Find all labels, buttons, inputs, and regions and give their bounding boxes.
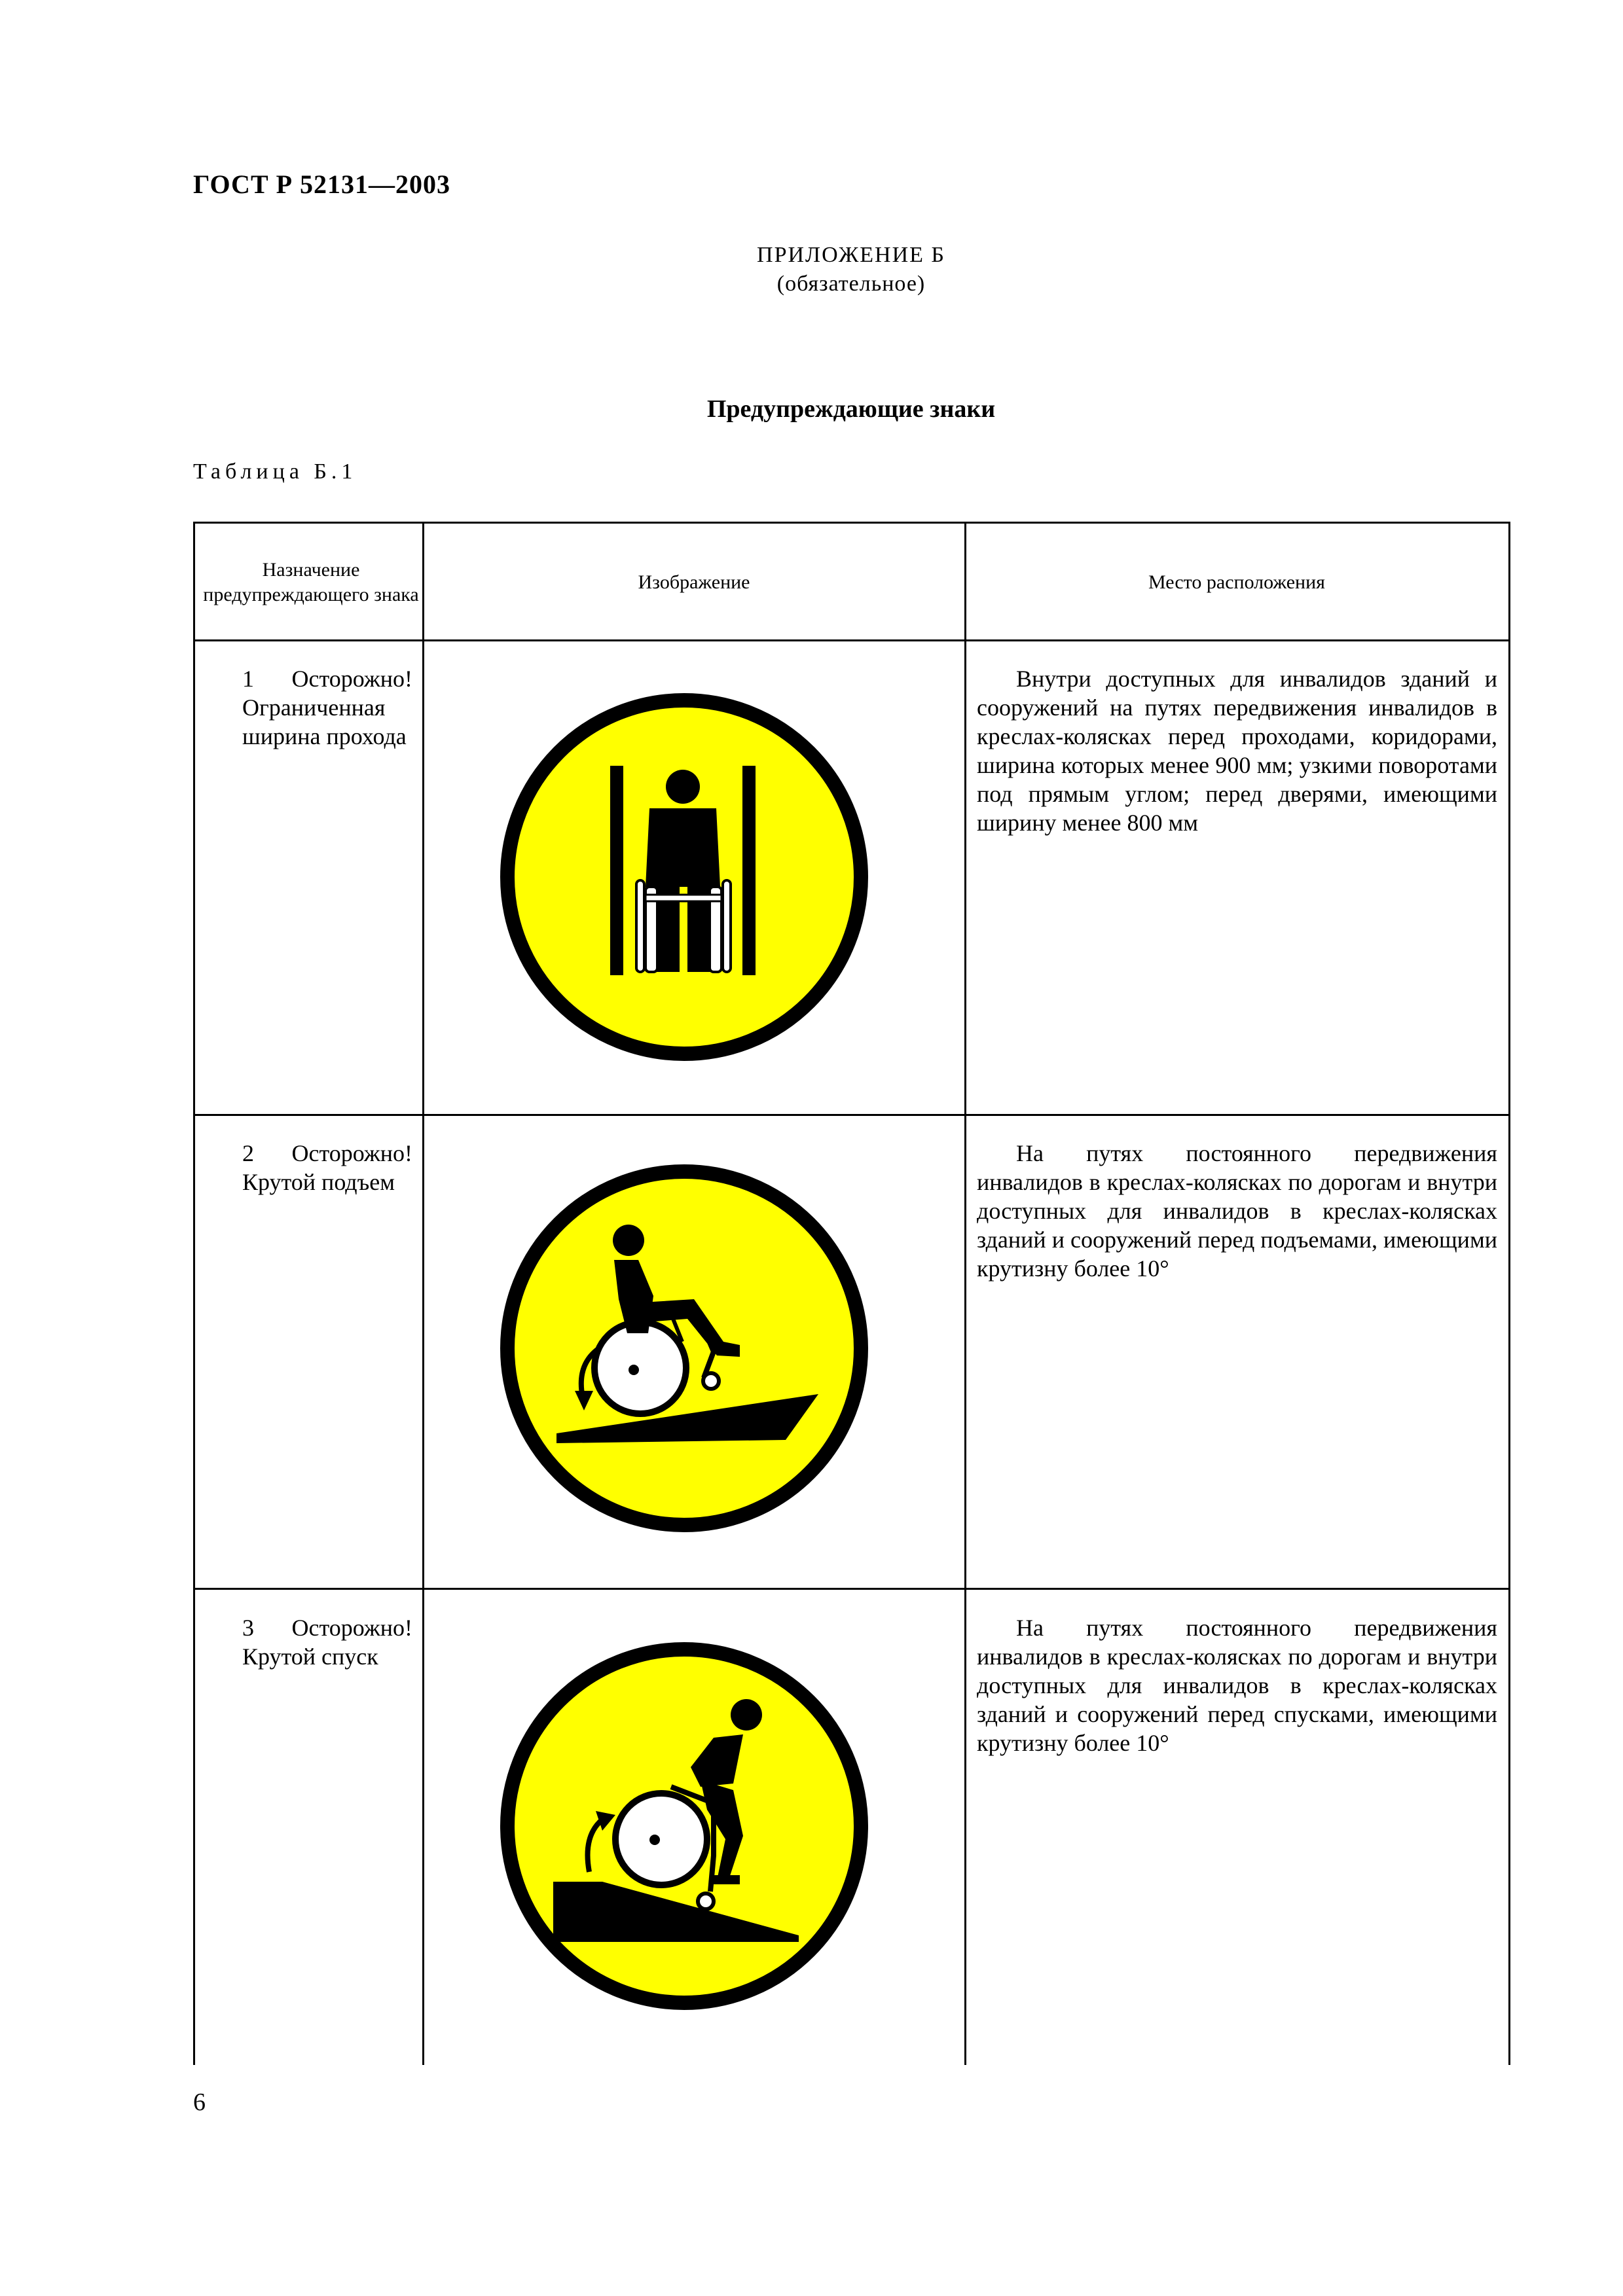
sign-purpose: 1 Осторожно! Ограниченная ширина прохода <box>242 666 412 749</box>
steep-descent-icon <box>498 1640 871 2013</box>
narrow-passage-icon <box>498 691 871 1064</box>
steep-ascent-icon <box>498 1162 871 1535</box>
section-title: Предупреждающие знаки <box>706 395 996 423</box>
sign-location: Внутри доступных для инвалидов зданий и сооружений на путях передвижения инвалидов в креслах-колясках перед проходами, коридорами, ширина которых менее 900 мм; узкими поворотами под прямым углом; перед дверями, имеющими ширину менее 800 мм <box>977 666 1497 836</box>
table-top-border <box>193 522 1510 524</box>
table-left-border <box>193 522 195 2065</box>
sign-location: На путях постоянного передвижения инвалидов в креслах-колясках по дорогам и внутри доступных для инвалидов в креслах-колясках зданий и сооружений перед подъемами, имеющими крутизну более 10° <box>977 1140 1497 1282</box>
table-header-separator <box>193 639 1510 641</box>
table-right-border <box>1508 522 1510 2065</box>
sign-purpose: 3 Осторожно! Крутой спуск <box>242 1615 412 1670</box>
table-caption: Таблица Б.1 <box>193 459 357 484</box>
appendix-status: (обязательное) <box>776 272 926 296</box>
sign-purpose: 2 Осторожно! Крутой подъем <box>242 1140 412 1195</box>
column-header-location: Место расположения <box>1148 571 1325 593</box>
table-row-separator <box>193 1114 1510 1116</box>
page-number: 6 <box>193 2089 206 2116</box>
document-header-code: ГОСТ Р 52131—2003 <box>193 170 451 199</box>
table-row-separator <box>193 1588 1510 1590</box>
column-header-purpose: Назначение предупреждающего знака <box>203 559 419 605</box>
table-column-divider <box>422 522 424 2065</box>
appendix-title: ПРИЛОЖЕНИЕ Б <box>757 243 945 267</box>
appendix-heading <box>655 241 1048 298</box>
column-header-image: Изображение <box>638 571 750 593</box>
sign-location: На путях постоянного передвижения инвалидов в креслах-колясках по дорогам и внутри доступных для инвалидов в креслах-колясках зданий и сооружений перед спусками, имеющими крутизну более 10° <box>977 1615 1497 1756</box>
table-column-divider <box>964 522 966 2065</box>
